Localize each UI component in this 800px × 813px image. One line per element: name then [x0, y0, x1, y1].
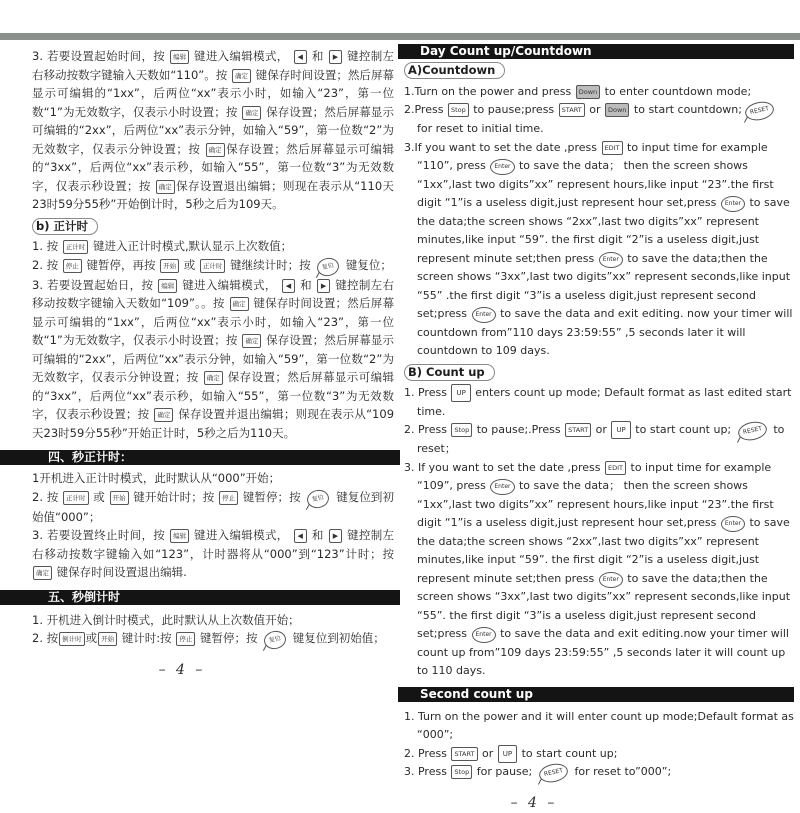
en-countup-step1: 1. Press UP enters count up mode; Default format as last edited start time.: [404, 386, 792, 418]
countup-step2-paragraph: 2. 按 停止 键暂停，再按 开始 或 正计时 键继续计时；按 复位 键复位；: [32, 256, 394, 276]
en-countdown-step2: 2.Press Stop to pause;press START or Down to start countdown; RESET for reset to initial time.: [404, 101, 794, 139]
en-countup-step2: 2. Press Stop to pause;.Press START or UP to start count up; RESET to reset；: [404, 421, 794, 459]
reset-key: RESET: [743, 99, 775, 123]
page-number-left: – 4 –: [158, 662, 206, 678]
stop-key: Stop: [448, 103, 469, 117]
enter-key: Enter: [490, 159, 514, 175]
reset-key: RESET: [537, 761, 569, 785]
enter-key: Enter: [599, 252, 623, 268]
en-sec-countup-step2: 2. Press START or UP to start count up;: [404, 745, 794, 764]
confirm-key: 确定: [154, 408, 173, 422]
reset-key: 复位: [306, 487, 331, 509]
subsection-count-up-label-row: [32, 217, 394, 236]
subsection-countdown-label-row: [404, 62, 794, 81]
sec-countup-step2-paragraph: 2. 按 正计时 或 开始 键开始计时；按 停止 键暂停；按 复位 键复位到初始值“000”；: [32, 488, 394, 527]
edit-key: 编辑: [158, 279, 177, 293]
sec-countdown-step2-paragraph: 2. 按 倒计时 或 开始 键计时:按 停止 键暂停；按 复位 键复位到初始值；: [32, 629, 394, 649]
left-column-chinese: [32, 47, 394, 680]
confirm-key: 确定: [33, 566, 52, 580]
en-sec-countup-step1: 1. Turn on the power and it will enter count up mode;Default format as “000”;: [404, 709, 794, 741]
start-key: START: [559, 103, 585, 117]
confirm-key: 确定: [242, 106, 261, 120]
count-up-key: 正计时: [200, 259, 226, 273]
confirm-key: 确定: [206, 143, 225, 157]
up-key: UP: [451, 384, 470, 402]
confirm-key: 确定: [156, 180, 175, 194]
count-up-key: 正计时: [63, 491, 89, 505]
right-column-english: [404, 44, 794, 813]
edit-key: 编辑: [170, 529, 189, 543]
en-countdown-step3: 3.If you want to set the date ,press EDIT to input time for example “110”, press Enter to save the data； then the screen shows “1xx”,last two digits”xx” represent hours,like input “23”.the first digit “1”is a useless digit,just represent hour set,press Enter to save the data;the screen shows “2xx”,last two digits”xx” represent minutes,like input “59”. the first digit “2”is a useless digit,just represent minute set;then press Enter to save the data;then the screen shows “3xx”,last two digits”xx” represent seconds,like input “55” .the first digit “3”is a useless digit,just represent second set;press Enter to save the data and exit editing. now your timer will countdown from”110 days 23:59:55” ,5 seconds later it will countdown to 109 days.: [404, 140, 793, 357]
sec-countdown-step1-paragraph: 1. 开机进入倒计时模式，此时默认从上次数值开始；: [32, 612, 300, 627]
stop-key: 停止: [219, 491, 238, 505]
enter-key: Enter: [490, 479, 514, 495]
up-key: UP: [498, 745, 517, 763]
page-top-divider: [0, 33, 800, 40]
sec-countup-step1-paragraph: 1开机进入正计时模式，此时默认从“000”开始；: [32, 471, 281, 485]
countdown-key: 倒计时: [59, 632, 85, 646]
countup-step3-paragraph: 3. 若要设置起始日，按 编辑 键进入编辑模式， ◀ 和 ▶ 键控制左右移动按数字键输入天数如“109”。。按 确定 键保存时间设置；然后屏幕显示可编辑的“1xx”，后两位“xx”表示小时，如输入“23”，第一位数“1”为无效数字，仅表示小时设置；按 确定 保存设置；然后屏幕显示可编辑的“2xx”，后两位“xx”表示分钟，如输入“59”，第一位数“2”为无效数字，仅表示分钟设置；按 确定 保存设置；然后屏幕显示可编辑的“3xx”，后两位“xx”表示秒，如输入“55”，第一位数“3”为无效数字，仅表示秒设置；按 确定 保存设置并退出编辑；则现在表示从“109天23时59分55秒”开始正计时，5秒之后为110天。: [32, 277, 395, 440]
section-header-day-count: Day Count up/Countdown: [398, 44, 794, 59]
edit-key: 编辑: [170, 50, 189, 64]
up-key: UP: [611, 421, 630, 439]
right-arrow-key: ▶: [329, 50, 342, 64]
subsection-countdown-label: A)Countdown: [404, 62, 505, 79]
confirm-key: 确定: [230, 297, 249, 311]
confirm-key: 确定: [204, 371, 223, 385]
start-key: 开始: [98, 632, 117, 646]
enter-key: Enter: [599, 572, 623, 588]
confirm-key: 确定: [232, 69, 251, 83]
section-header-second-count-up: 四、秒正计时：: [0, 450, 400, 465]
edit-key: EDIT: [602, 141, 623, 155]
right-arrow-key: ▶: [317, 279, 330, 293]
start-key: START: [451, 747, 477, 761]
sec-countup-step3-paragraph: 3. 若要设置终止时间，按 编辑 键进入编辑模式， ◀ 和 ▶ 键控制左右移动按数字键输入如“123”，计时器将从“000”到“123”计时；按 确定 键保存时间设置退出编辑.: [32, 528, 395, 579]
down-key: Down: [576, 85, 600, 99]
start-key: 开始: [110, 491, 129, 505]
en-sec-countup-step3: 3. Press Stop for pause; RESET for reset to”000”;: [404, 763, 794, 782]
subsection-countup-label: B) Count up: [404, 364, 495, 381]
count-up-key: 正计时: [63, 240, 89, 254]
subsection-count-up-label: b) 正计时: [32, 218, 98, 235]
stop-key: Stop: [451, 765, 472, 779]
section-header-second-countdown: 五、秒倒计时: [0, 590, 400, 605]
reset-key: 复位: [316, 255, 341, 277]
en-countdown-step1: 1.Turn on the power and press Down to enter countdown mode;: [404, 84, 752, 98]
left-arrow-key: ◀: [294, 529, 307, 543]
down-key: Down: [605, 103, 629, 117]
start-key: 开始: [160, 259, 179, 273]
confirm-key: 确定: [242, 334, 261, 348]
reset-key: RESET: [736, 419, 768, 443]
start-key: START: [565, 423, 591, 437]
stop-key: 停止: [176, 632, 195, 646]
subsection-countup-label-row: [404, 364, 794, 383]
left-arrow-key: ◀: [282, 279, 295, 293]
section-header-second-count-up-en: Second count up: [398, 687, 794, 702]
en-countup-step3: 3. If you want to set the date ,press EDIT to input time for example “109”, press Enter to save the data； then the screen shows “1xx”,last two digits”xx” represent hours,like input “23”.the first digit “1”is a useless digit,just represent hour set,press Enter to save the data;the screen shows “2xx”,last two digits”xx” represent minutes,like input “59”. the first digit “2”is a useless digit,just represent minute set;then press Enter to save the data;then the screen shows “3xx”,last two digits”xx” represent seconds,like input “55”. the first digit “3”is a useless digit,just represent second set;press Enter to save the data and exit editing.now your timer will count up from”109 days 23:59:55” ,5 seconds later it will count up to 110 days.: [404, 460, 791, 677]
enter-key: Enter: [472, 627, 496, 643]
stop-key: Stop: [451, 423, 472, 437]
enter-key: Enter: [721, 516, 745, 532]
right-arrow-key: ▶: [329, 529, 342, 543]
stop-key: 停止: [63, 259, 82, 273]
left-arrow-key: ◀: [294, 50, 307, 64]
enter-key: Enter: [721, 196, 745, 212]
countdown-step3-paragraph: 3. 若要设置起始时间，按 编辑 键进入编辑模式， ◀ 和 ▶ 键控制左右移动按数字键输入天数如“110”。按 确定 键保存时间设置；然后屏幕显示可编辑的“1xx”，后两位“xx”表示小时，如输入“23”，第一位数“1”为无效数字，仅表示小时设置；按 确定 保存设置；然后屏幕显示可编辑的“2xx”，后两位“xx”表示分钟，如输入“59”，第一位数“2”为无效数字，仅表示分钟设置；按 确定 保存设置；然后屏幕显示可编辑的“3xx”，后两位“xx”表示秒，如输入“55”，第一位数“3”为无效数字，仅表示秒设置；按 确定 保存设置退出编辑；则现在表示从“110天23时59分55秒”开始倒计时，5秒之后为109天。: [32, 49, 395, 211]
reset-key: 复位: [263, 629, 288, 651]
enter-key: Enter: [472, 307, 496, 323]
page-number-right: – 4 –: [510, 795, 558, 811]
edit-key: EDIT: [605, 461, 626, 475]
countup-step1-paragraph: 1. 按 正计时 键进入正计时模式,默认显示上次数值；: [32, 239, 293, 253]
